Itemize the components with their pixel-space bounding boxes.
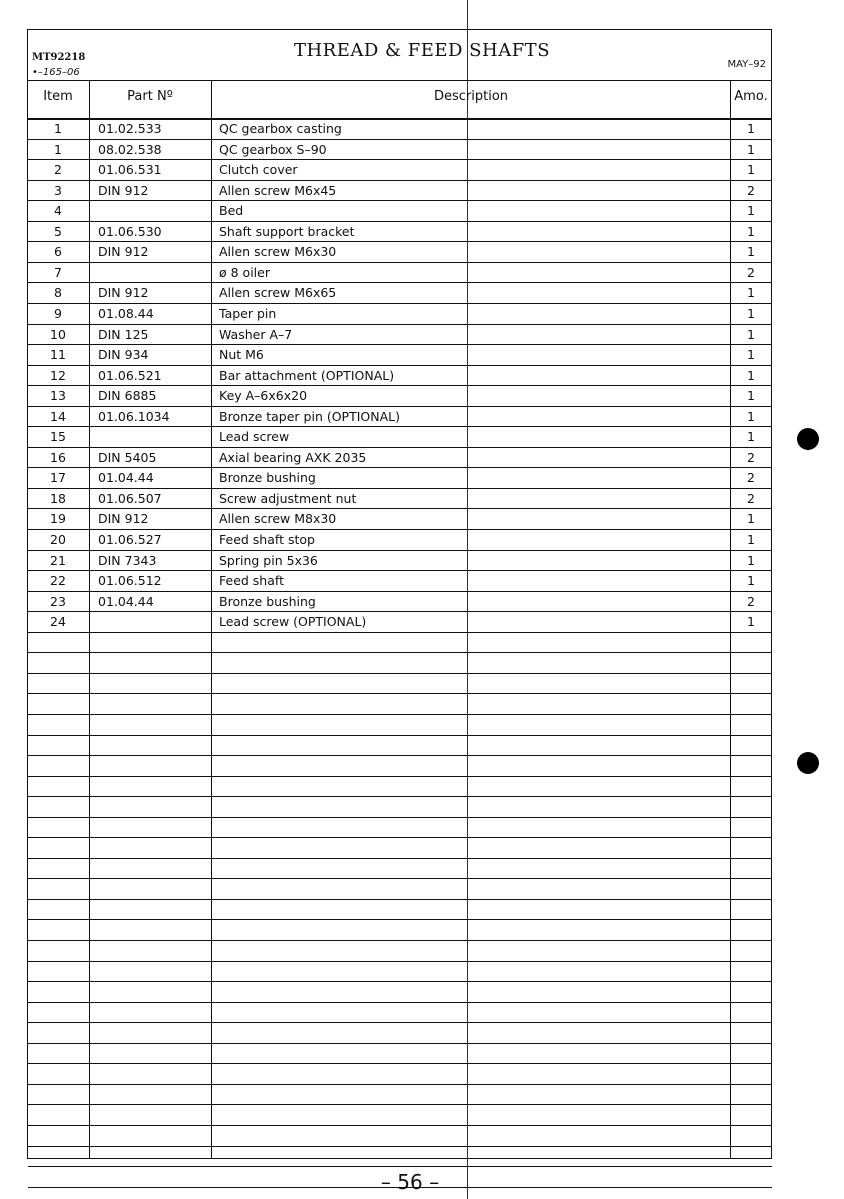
row-part-number: 01.02.533	[98, 121, 162, 136]
row-item-number: 13	[50, 388, 66, 403]
row-item-number: 7	[54, 265, 62, 280]
row-amount: 1	[747, 429, 755, 444]
row-amount: 2	[747, 594, 755, 609]
row-rule	[28, 961, 772, 962]
row-rule	[28, 940, 772, 941]
row-part-number: 01.06.527	[98, 532, 162, 547]
column-header-part: Part Nº	[127, 89, 173, 104]
row-item-number: 21	[50, 553, 66, 568]
row-description: Taper pin	[219, 306, 277, 321]
column-header-description: Description	[433, 89, 509, 104]
row-amount: 1	[747, 285, 755, 300]
row-item-number: 15	[50, 429, 66, 444]
row-item-number: 17	[50, 470, 66, 485]
row-amount: 1	[747, 388, 755, 403]
row-rule	[28, 899, 772, 900]
row-rule	[28, 837, 772, 838]
row-part-number: 01.06.1034	[98, 409, 170, 424]
row-description: Bronze bushing	[219, 470, 316, 485]
row-item-number: 14	[50, 409, 66, 424]
row-part-number: DIN 912	[98, 244, 149, 259]
row-item-number: 10	[50, 327, 66, 342]
row-item-number: 5	[54, 224, 62, 239]
row-rule	[28, 693, 772, 694]
row-part-number: 01.06.507	[98, 491, 162, 506]
row-description: QC gearbox S–90	[219, 142, 327, 157]
row-description: Feed shaft	[219, 573, 284, 588]
row-rule	[28, 776, 772, 777]
row-amount: 1	[747, 347, 755, 362]
row-amount: 1	[747, 532, 755, 547]
row-description: Bronze taper pin (OPTIONAL)	[219, 409, 400, 424]
row-rule	[28, 1043, 772, 1044]
row-item-number: 8	[54, 285, 62, 300]
row-rule	[28, 1166, 772, 1167]
row-rule	[28, 1063, 772, 1064]
row-item-number: 11	[50, 347, 66, 362]
row-amount: 1	[747, 244, 755, 259]
row-part-number: 01.08.44	[98, 306, 154, 321]
row-item-number: 2	[54, 162, 62, 177]
row-rule	[28, 817, 772, 818]
row-part-number: 01.06.521	[98, 368, 162, 383]
row-part-number: DIN 6885	[98, 388, 157, 403]
column-header-item: Item	[43, 89, 73, 104]
row-part-number: 01.06.512	[98, 573, 162, 588]
row-rule	[28, 735, 772, 736]
page-title: THREAD & FEED SHAFTS	[293, 40, 551, 61]
row-description: Lead screw (OPTIONAL)	[219, 614, 367, 629]
row-amount: 1	[747, 224, 755, 239]
row-amount: 1	[747, 368, 755, 383]
row-part-number	[98, 612, 206, 632]
row-amount: 2	[747, 491, 755, 506]
row-part-number	[98, 263, 206, 283]
document-subcode: •–165–06	[32, 67, 80, 78]
row-description: Feed shaft stop	[219, 532, 315, 547]
row-item-number: 24	[50, 614, 66, 629]
row-item-number: 19	[50, 511, 66, 526]
row-part-number: 01.06.531	[98, 162, 162, 177]
row-description: Bar attachment (OPTIONAL)	[219, 368, 395, 383]
column-header-amount: Amo.	[734, 89, 768, 104]
row-item-number: 20	[50, 532, 66, 547]
row-rule	[28, 1022, 772, 1023]
row-amount: 2	[747, 450, 755, 465]
row-rule	[28, 1125, 772, 1126]
row-description: Lead screw	[219, 429, 290, 444]
row-part-number: DIN 912	[98, 511, 149, 526]
row-item-number: 12	[50, 368, 66, 383]
row-rule	[28, 1146, 772, 1147]
row-description: Key A–6x6x20	[219, 388, 308, 403]
row-part-number: DIN 7343	[98, 553, 157, 568]
header-divider	[28, 80, 772, 81]
row-amount: 1	[747, 121, 755, 136]
row-rule	[28, 714, 772, 715]
row-rule	[28, 981, 772, 982]
page-number: – 56 –	[380, 1170, 440, 1194]
row-rule	[28, 796, 772, 797]
row-amount: 1	[747, 327, 755, 342]
row-amount: 1	[747, 306, 755, 321]
row-amount: 1	[747, 162, 755, 177]
row-amount: 2	[747, 265, 755, 280]
row-description: Allen screw M6x30	[219, 244, 337, 259]
row-item-number: 16	[50, 450, 66, 465]
row-amount: 1	[747, 203, 755, 218]
row-description: Clutch cover	[219, 162, 298, 177]
row-part-number: DIN 934	[98, 347, 149, 362]
row-amount: 1	[747, 614, 755, 629]
row-rule	[28, 1002, 772, 1003]
row-item-number: 23	[50, 594, 66, 609]
row-item-number: 6	[54, 244, 62, 259]
row-part-number: DIN 912	[98, 183, 149, 198]
row-description: Allen screw M6x45	[219, 183, 337, 198]
binder-hole-bottom	[797, 752, 819, 774]
binder-hole-top	[797, 428, 819, 450]
row-rule	[28, 652, 772, 653]
row-part-number: 01.04.44	[98, 470, 154, 485]
row-part-number: DIN 5405	[98, 450, 157, 465]
row-part-number: 01.06.530	[98, 224, 162, 239]
row-rule	[28, 858, 772, 859]
row-rule	[28, 755, 772, 756]
row-part-number: DIN 125	[98, 327, 149, 342]
row-amount: 1	[747, 573, 755, 588]
row-rule	[28, 919, 772, 920]
row-description: Axial bearing AXK 2035	[219, 450, 367, 465]
row-rule	[28, 632, 772, 633]
row-amount: 2	[747, 470, 755, 485]
document-code: MT92218	[32, 52, 86, 63]
row-description: Spring pin 5x36	[219, 553, 318, 568]
row-item-number: 4	[54, 203, 62, 218]
document-date: MAY–92	[727, 59, 766, 70]
row-item-number: 1	[54, 142, 62, 157]
row-description: QC gearbox casting	[219, 121, 342, 136]
row-description: Bronze bushing	[219, 594, 316, 609]
row-item-number: 1	[54, 121, 62, 136]
row-description: Allen screw M6x65	[219, 285, 337, 300]
row-amount: 1	[747, 142, 755, 157]
row-part-number: 01.04.44	[98, 594, 154, 609]
row-amount: 2	[747, 183, 755, 198]
row-amount: 1	[747, 553, 755, 568]
row-description: Screw adjustment nut	[219, 491, 357, 506]
row-description: ø 8 oiler	[219, 265, 270, 280]
row-part-number	[98, 427, 206, 447]
row-part-number: 08.02.538	[98, 142, 162, 157]
row-description: Allen screw M8x30	[219, 511, 337, 526]
row-amount: 1	[747, 409, 755, 424]
row-description: Shaft support bracket	[219, 224, 355, 239]
row-rule	[28, 673, 772, 674]
row-amount: 1	[747, 511, 755, 526]
row-rule	[28, 1084, 772, 1085]
row-item-number: 22	[50, 573, 66, 588]
row-item-number: 18	[50, 491, 66, 506]
row-description: Washer A–7	[219, 327, 293, 342]
row-description: Bed	[219, 203, 244, 218]
row-rule	[28, 1104, 772, 1105]
row-part-number: DIN 912	[98, 285, 149, 300]
row-item-number: 3	[54, 183, 62, 198]
row-item-number: 9	[54, 306, 62, 321]
row-rule	[28, 878, 772, 879]
row-description: Nut M6	[219, 347, 264, 362]
row-part-number	[98, 201, 206, 221]
